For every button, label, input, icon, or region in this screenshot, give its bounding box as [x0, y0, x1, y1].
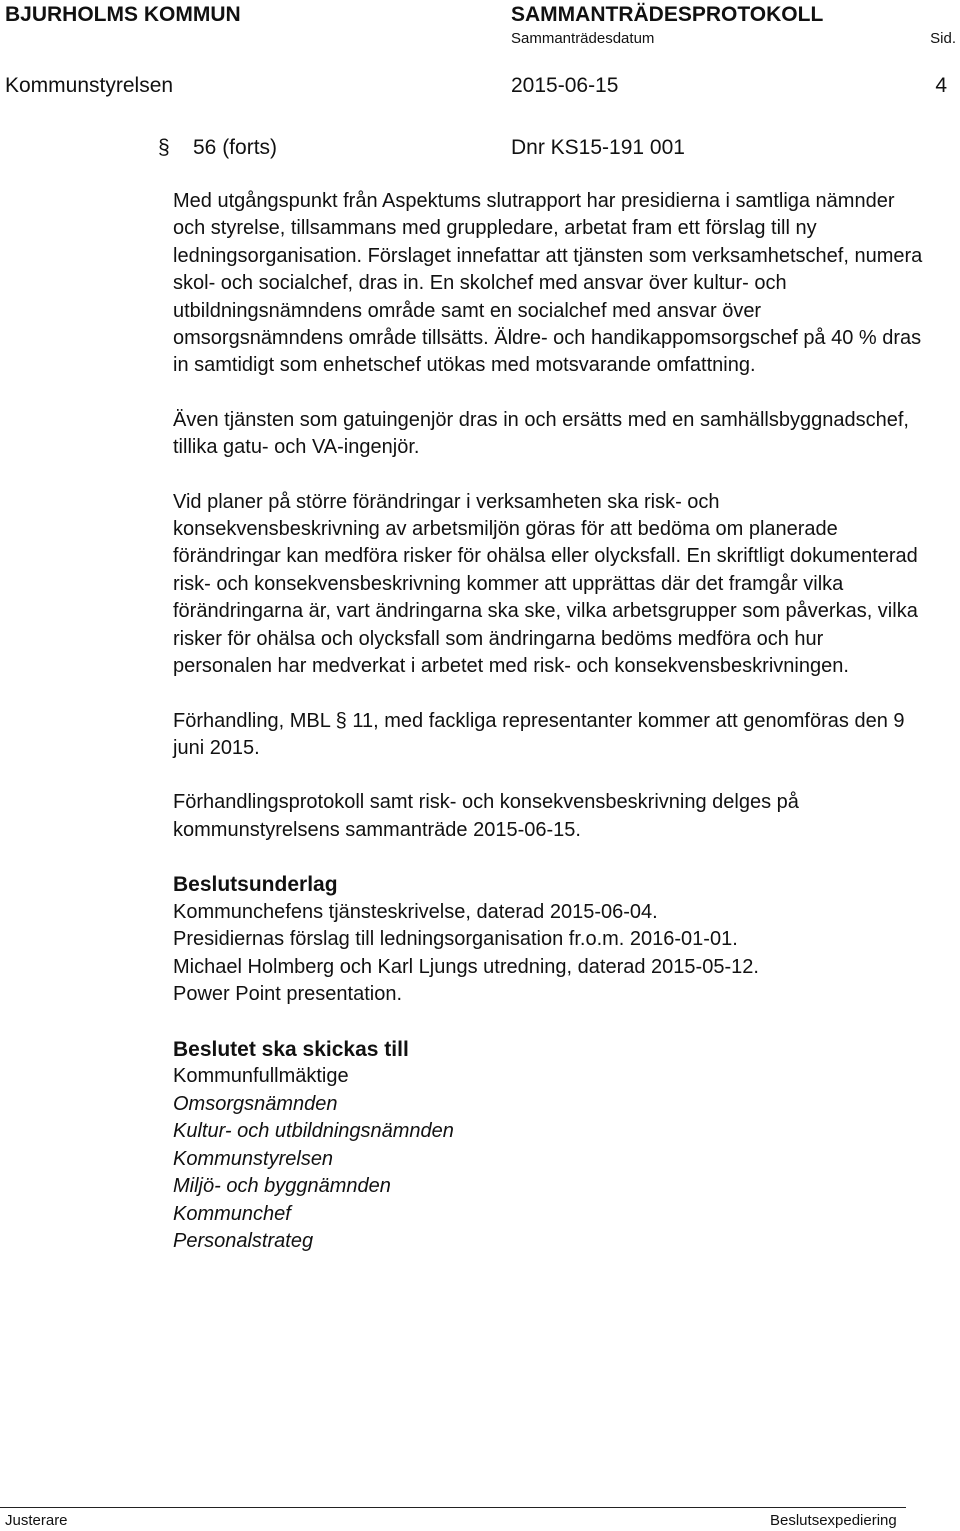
body-text — [173, 188, 923, 844]
recipients-heading: Beslutet ska skickas till — [173, 1037, 409, 1061]
footer-beslutsexpediering: Beslutsexpediering — [770, 1512, 897, 1529]
recipient-item: Kommunfullmäktige — [173, 1065, 349, 1088]
paragraph-2: Även tjänsten som gatuingenjör dras in och ersätts med en samhällsbyggnadschef, tillika gatu- och VA-ingenjör. — [173, 408, 909, 459]
list-item: Power Point presentation. — [173, 983, 403, 1006]
recipient-item: Miljö- och byggnämnden — [173, 1175, 391, 1198]
recipient-item: Omsorgsnämnden — [173, 1092, 338, 1115]
protocol-content — [158, 132, 923, 1283]
list-item: Michael Holmberg och Karl Ljungs utredning, daterad 2015-05-12. — [173, 955, 759, 978]
paragraph-3: Vid planer på större förändringar i verksamheten ska risk- och konsekvensbeskrivning av arbetsmiljön göras för att bedöma om planerade förändringar kan medföra risker för ohälsa eller olycksfall. En skriftligt dokumenterad risk- och konsekvensbeskrivning kommer att upprättas där det framgår vilka förändringarna är, vart ändringarna ska ske, vilka arbetsgrupper som påverkas, vilka risker för ohälsa och olycksfall som ändringarna bedöms medföra och hur personalen har medverkat i arbetet med risk- och konsekvensbeskrivningen. — [173, 490, 918, 678]
recipient-item: Kommunstyrelsen — [173, 1147, 334, 1170]
list-item: Kommunchefens tjänsteskrivelse, daterad 2015-06-04. — [173, 900, 658, 923]
recipient-item: Kommunchef — [173, 1202, 291, 1225]
page-number: 4 — [935, 74, 947, 97]
beslutsunderlag-list — [173, 899, 923, 1009]
organization-name: BJURHOLMS KOMMUN — [5, 3, 241, 26]
document-type: SAMMANTRÄDESPROTOKOLL — [511, 3, 824, 26]
paragraph-sign: § — [158, 136, 170, 159]
item-number: 56 (forts) — [193, 136, 278, 159]
recipient-item: Personalstrateg — [173, 1230, 314, 1253]
page-label: Sid. — [930, 30, 956, 47]
list-item: Presidiernas förslag till ledningsorganisation fr.o.m. 2016-01-01. — [173, 928, 738, 951]
committee-name: Kommunstyrelsen — [5, 74, 174, 97]
recipient-item: Kultur- och utbildningsnämnden — [173, 1120, 454, 1143]
diary-number: Dnr KS15-191 001 — [511, 136, 685, 159]
meeting-date-label: Sammanträdesdatum — [511, 30, 655, 47]
meeting-date: 2015-06-15 — [511, 74, 619, 97]
recipients-list — [173, 1063, 923, 1256]
footer-divider — [0, 1507, 906, 1508]
item-heading — [158, 132, 923, 159]
paragraph-1: Med utgångspunkt från Aspektums slutrapport har presidierna i samtliga nämnder och styrelse, tillsammans med gruppledare, arbetat fram ett förslag till ny ledningsorganisation. Förslaget innefattar att tjänsten som verksamhetschef, numera skol- och socialchef, dras in. En skolchef med ansvar över kultur- och utbildningsnämndens område samt en socialchef med ansvar över omsorgsnämndens område tillsätts. Äldre- och handikappomsorgschef på 40 % dras in samtidigt som enhetschef utökas med motsvarande omfattning. — [173, 190, 923, 377]
paragraph-4: Förhandling, MBL § 11, med fackliga representanter kommer att genomföras den 9 juni 2015. — [173, 709, 905, 759]
paragraph-5: Förhandlingsprotokoll samt risk- och konsekvensbeskrivning delges på kommunstyrelsens sammanträde 2015-06-15. — [173, 791, 799, 841]
footer-justerare: Justerare — [5, 1512, 68, 1529]
beslutsunderlag-heading: Beslutsunderlag — [173, 873, 338, 897]
